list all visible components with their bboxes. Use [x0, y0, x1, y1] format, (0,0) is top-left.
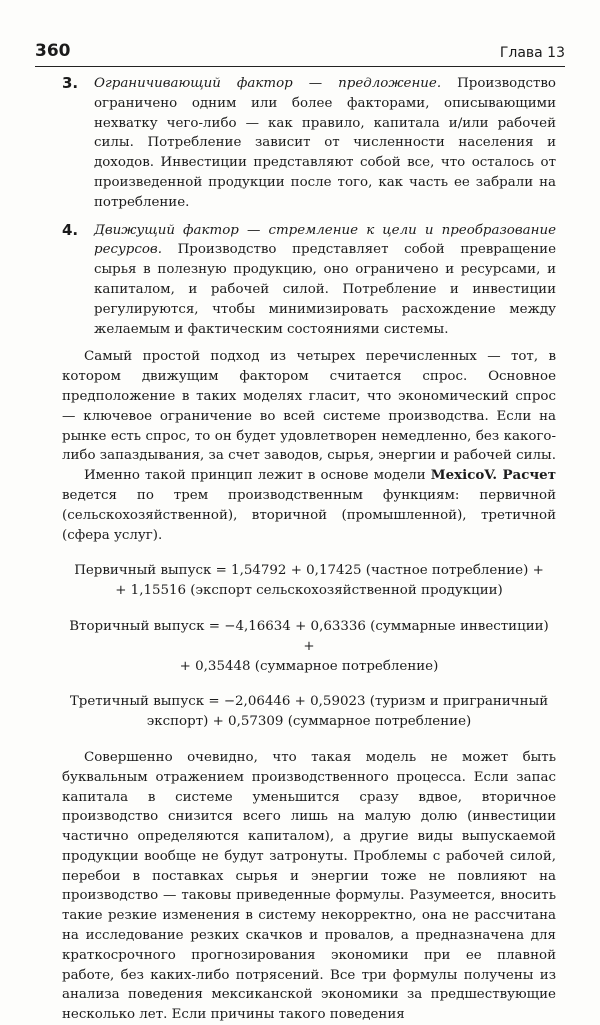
formula-tertiary: [62, 692, 556, 732]
paragraph-mexicov: [62, 466, 556, 545]
formula-line: Первичный выпуск = 1,54792 + 0,17425 (частное потребление) +: [74, 563, 544, 579]
formula-primary: [62, 561, 556, 601]
list-item: [62, 221, 556, 340]
formula-line: Вторичный выпуск = −4,16634 + 0,63336 (суммарные инвестиции) +: [69, 618, 549, 654]
page-number: 360: [35, 41, 71, 61]
formula-line: + 0,35448 (суммарное потребление): [179, 658, 439, 674]
paragraph-mexicov-start: Именно такой принцип лежит в основе модели: [84, 468, 431, 484]
model-name: MexicoV. Расчет: [430, 467, 556, 484]
list-item-lead: Движущий фактор — стремление к цели и преобразование ресурсов.: [94, 222, 556, 258]
list-item-text: Производство представляет собой превращение сырья в полезную продукцию, оно ограничено и ресурсами, и капиталом, и рабочей силой. Потребление и инвестиции регулируются, чтобы минимизировать расхождение между желаемым и фактическим состояниями системы.: [94, 242, 556, 337]
paragraph-mexicov-end: ведется по трем производственным функциям: первичной (сельскохозяйственной), вторичной (промышленной), третичной (сфера услуг).: [62, 487, 556, 543]
formula-line: + 1,15516 (экспорт сельскохозяйственной продукции): [115, 583, 503, 599]
formula-secondary: [62, 617, 556, 676]
formula-line: Третичный выпуск = −2,06446 + 0,59023 (туризм и приграничный: [69, 694, 549, 710]
page-body: [62, 74, 556, 1025]
list-item: [62, 74, 556, 213]
list-item-lead: Ограничивающий фактор — предложение.: [94, 76, 442, 91]
chapter-title: Глава 13: [499, 45, 565, 61]
list-item-number: 3.: [62, 74, 79, 92]
formula-line: экспорт) + 0,57309 (суммарное потребление): [146, 714, 472, 730]
paragraph-analysis: Совершенно очевидно, что такая модель не может быть буквальным отражением производственного процесса. Если запас капитала в системе уменьшится сразу вдвое, вторичное производство снизится всего лишь на малую долю (инвестиции частично определяются капиталом), а другие виды выпускаемой продукции вообще не будут затронуты. Проблемы с рабочей силой, перебои в поставках сырья и энергии тоже не повлияют на производство — таковы приведенные формулы. Разумеется, вносить такие резкие изменения в систему некорректно, она не рассчитана на исследование резких скачков и провалов, а предназначена для краткосрочного прогнозирования экономики при ее плавной работе, без каких-либо потрясений. Все три формулы получены из анализа поведения мексиканской экономики за предшествующие несколько лет. Если причины такого поведения: [62, 749, 556, 1023]
list-item-number: 4.: [62, 220, 79, 239]
list-item-text: Производство ограничено одним или более факторами, описывающими нехватку чего-либо — как правило, капитала и/или рабочей силы. Потребление зависит от численности населения и доходов. Инвестиции представляют собой все, что осталось от произведенной продукции после того, как часть ее забрали на потребление.: [94, 76, 556, 210]
paragraph-demand: Самый простой подход из четырех перечисленных — тот, в котором движущим фактором считается спрос. Основное предположение в таких моделях гласит, что экономический спрос — ключевое ограничение во всей системе производства. Если на рынке есть спрос, то он будет удовлетворен немедленно, без какого-либо запаздывания, за счет заводов, сырья, энергии и рабочей силы.: [62, 349, 556, 464]
running-header: [35, 36, 565, 67]
